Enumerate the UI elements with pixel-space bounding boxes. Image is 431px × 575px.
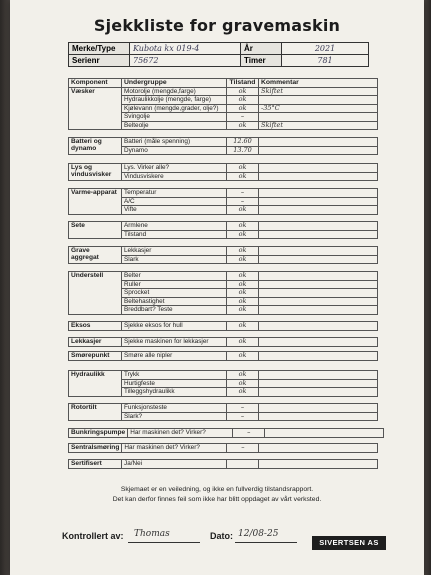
row-item: A/C <box>122 197 227 206</box>
footer-line-1: Skjemaet er en veiledning, og ikke en fullverdig tilstandsrapport. <box>120 486 314 493</box>
row-comment <box>259 138 378 147</box>
row-item: Hurtigfeste <box>122 379 227 388</box>
row-status: ok <box>227 371 259 380</box>
row-status: – <box>227 404 259 413</box>
section-name: Lekkasjer <box>69 338 122 347</box>
page-title: Sjekkliste for gravemaskin <box>93 16 341 35</box>
row-status: – <box>227 197 259 206</box>
timer-value: 781 <box>282 55 369 67</box>
row-comment <box>259 96 378 105</box>
checklist-sheet <box>10 0 424 575</box>
row-status: – <box>227 444 259 453</box>
row-item: Smøre alle nipler <box>122 352 227 361</box>
checklist-row <box>69 338 378 347</box>
row-comment <box>259 206 378 215</box>
checklist-row <box>69 272 378 281</box>
row-status: ok <box>227 297 259 306</box>
row-status: ok <box>227 247 259 256</box>
kontrollert-line <box>128 542 200 543</box>
section-name: Sertifisert <box>69 460 122 469</box>
row-comment <box>259 280 378 289</box>
row-item: Belteolje <box>122 121 227 130</box>
merke-label: Merke/Type <box>69 43 130 55</box>
row-item: Hydraulikkolje (mengde, farge) <box>122 96 227 105</box>
row-comment <box>259 460 378 469</box>
row-comment <box>259 230 378 239</box>
checklist-row <box>69 429 384 438</box>
row-item: Vindusviskere <box>122 172 227 181</box>
row-comment: -35°C <box>259 104 378 113</box>
row-comment <box>265 429 384 438</box>
checklist-row <box>69 322 378 331</box>
row-item: Beltehastighet <box>122 297 227 306</box>
row-item: Armlene <box>122 222 227 231</box>
row-status: ok <box>227 338 259 347</box>
row-item: Belter <box>122 272 227 281</box>
row-item: Kjølevann (mengde,grader, olje?) <box>122 104 227 113</box>
row-item: Sjekke eksos for hull <box>122 322 227 331</box>
section-name: Eksos <box>69 322 122 331</box>
row-status: ok <box>227 352 259 361</box>
row-status: 13.70 <box>227 146 259 155</box>
section-name: Lys og vindusvisker <box>69 164 122 181</box>
row-item: Temperatur <box>122 189 227 198</box>
row-comment <box>259 338 378 347</box>
row-comment <box>259 388 378 397</box>
row-comment <box>259 289 378 298</box>
row-status: ok <box>227 87 259 96</box>
row-comment <box>259 189 378 198</box>
row-item: Sprocket <box>122 289 227 298</box>
row-comment <box>259 272 378 281</box>
section-name: Batteri og dynamo <box>69 138 122 155</box>
column-header-row <box>69 79 378 88</box>
row-item: Sjekke maskinen for lekkasjer <box>122 338 227 347</box>
row-item: Har maskinen det? Virker? <box>122 444 227 453</box>
timer-label: Timer <box>241 55 282 67</box>
section-table <box>68 137 378 155</box>
section-name: Hydraulikk <box>69 371 122 397</box>
row-item: Batteri (måle spenning) <box>122 138 227 147</box>
column-komponent: Komponent <box>69 79 122 88</box>
section-table <box>68 351 378 361</box>
row-item: Har maskinen det? Virker? <box>128 429 233 438</box>
section-name: Varme-apparat <box>69 189 122 215</box>
row-status: ok <box>227 322 259 331</box>
checklist-row <box>69 404 378 413</box>
column-kommentar: Kommentar <box>259 79 378 88</box>
row-status: ok <box>227 206 259 215</box>
section-table <box>68 428 384 438</box>
row-item: Vifte <box>122 206 227 215</box>
row-item: Svingolje <box>122 113 227 122</box>
row-comment <box>259 306 378 315</box>
row-item: Tilstand <box>122 230 227 239</box>
dato-value: 12/08-25 <box>238 529 279 539</box>
kontrollert-label: Kontrollert av: <box>62 531 124 541</box>
dato-label: Dato: <box>210 531 233 541</box>
row-status: ok <box>227 104 259 113</box>
row-comment <box>259 146 378 155</box>
row-item: Lekkasjer <box>122 247 227 256</box>
row-comment <box>259 197 378 206</box>
sivertsen-logo: SIVERTSEN AS <box>312 536 386 550</box>
row-status: ok <box>227 306 259 315</box>
row-comment <box>259 379 378 388</box>
row-status: ok <box>227 388 259 397</box>
column-tilstand: Tilstand <box>227 79 259 88</box>
checklist-row <box>69 87 378 96</box>
row-status: ok <box>227 272 259 281</box>
row-comment <box>259 371 378 380</box>
row-status: ok <box>227 280 259 289</box>
section-name: Væsker <box>69 87 122 130</box>
section-table <box>68 246 378 264</box>
section-table <box>68 337 378 347</box>
row-status: 12.60 <box>227 138 259 147</box>
row-comment <box>259 404 378 413</box>
row-item: Funksjonsteste <box>122 404 227 413</box>
merke-value: Kubota kx 019-4 <box>130 43 241 55</box>
row-status <box>227 460 259 469</box>
section-table <box>68 221 378 239</box>
row-item: Tilleggshydraulikk <box>122 388 227 397</box>
row-item: Slark <box>122 255 227 264</box>
serienr-label: Serienr <box>69 55 130 67</box>
row-status: ok <box>227 164 259 173</box>
section-name: Bunkringspumpe <box>69 429 128 438</box>
row-status: ok <box>227 379 259 388</box>
row-comment <box>259 164 378 173</box>
row-status: – <box>233 429 265 438</box>
checklist-row <box>69 352 378 361</box>
section-table <box>68 443 378 453</box>
machine-header-table <box>68 42 369 67</box>
serienr-value: 75672 <box>130 55 241 67</box>
section-table <box>68 78 378 130</box>
row-status: – <box>227 189 259 198</box>
row-status: – <box>227 412 259 421</box>
section-table <box>68 271 378 315</box>
row-comment <box>259 322 378 331</box>
row-item: Lys. Virker alle? <box>122 164 227 173</box>
row-comment <box>259 113 378 122</box>
checklist-row <box>69 460 378 469</box>
row-comment <box>259 247 378 256</box>
column-undergruppe: Undergruppe <box>122 79 227 88</box>
section-table <box>68 403 378 421</box>
section-table <box>68 370 378 397</box>
row-comment: Skiftet <box>259 87 378 96</box>
section-name: Smørepunkt <box>69 352 122 361</box>
footer-line-2: Det kan derfor finnes feil som ikke har blitt oppdaget av vårt verksted. <box>112 496 322 503</box>
row-status: ok <box>227 289 259 298</box>
checklist-row <box>69 164 378 173</box>
row-status: ok <box>227 172 259 181</box>
section-table <box>68 321 378 331</box>
row-comment <box>259 222 378 231</box>
row-item: Slark? <box>122 412 227 421</box>
row-status: ok <box>227 255 259 264</box>
row-status: – <box>227 113 259 122</box>
section-name: Understell <box>69 272 122 315</box>
row-item: Trykk <box>122 371 227 380</box>
row-status: ok <box>227 96 259 105</box>
dato-line <box>235 542 297 543</box>
row-item: Motorolje (mengde,farge) <box>122 87 227 96</box>
section-name: Grave aggregat <box>69 247 122 264</box>
row-comment <box>259 172 378 181</box>
row-comment <box>259 297 378 306</box>
checklist-row <box>69 138 378 147</box>
section-name: Rotortilt <box>69 404 122 421</box>
checklist-row <box>69 371 378 380</box>
section-name: Sete <box>69 222 122 239</box>
checklist-row <box>69 247 378 256</box>
checklist-row <box>69 444 378 453</box>
section-name: Sentralsmøring <box>69 444 122 453</box>
ar-value: 2021 <box>282 43 369 55</box>
row-item: Ja/Nei <box>122 460 227 469</box>
row-status: ok <box>227 121 259 130</box>
section-table <box>68 188 378 215</box>
checklist-row <box>69 222 378 231</box>
row-comment <box>259 352 378 361</box>
row-comment <box>259 255 378 264</box>
row-status: ok <box>227 230 259 239</box>
row-comment <box>259 444 378 453</box>
checklist-row <box>69 189 378 198</box>
ar-label: År <box>241 43 282 55</box>
background-right <box>424 0 431 575</box>
row-status: ok <box>227 222 259 231</box>
background-left <box>0 0 10 575</box>
section-table <box>68 459 378 469</box>
kontrollert-signature: Thomas <box>134 529 170 539</box>
row-comment: Skiftet <box>259 121 378 130</box>
row-item: Ruller <box>122 280 227 289</box>
row-comment <box>259 412 378 421</box>
row-item: Dynamo <box>122 146 227 155</box>
row-item: Breddbart? Teste <box>122 306 227 315</box>
section-table <box>68 163 378 181</box>
